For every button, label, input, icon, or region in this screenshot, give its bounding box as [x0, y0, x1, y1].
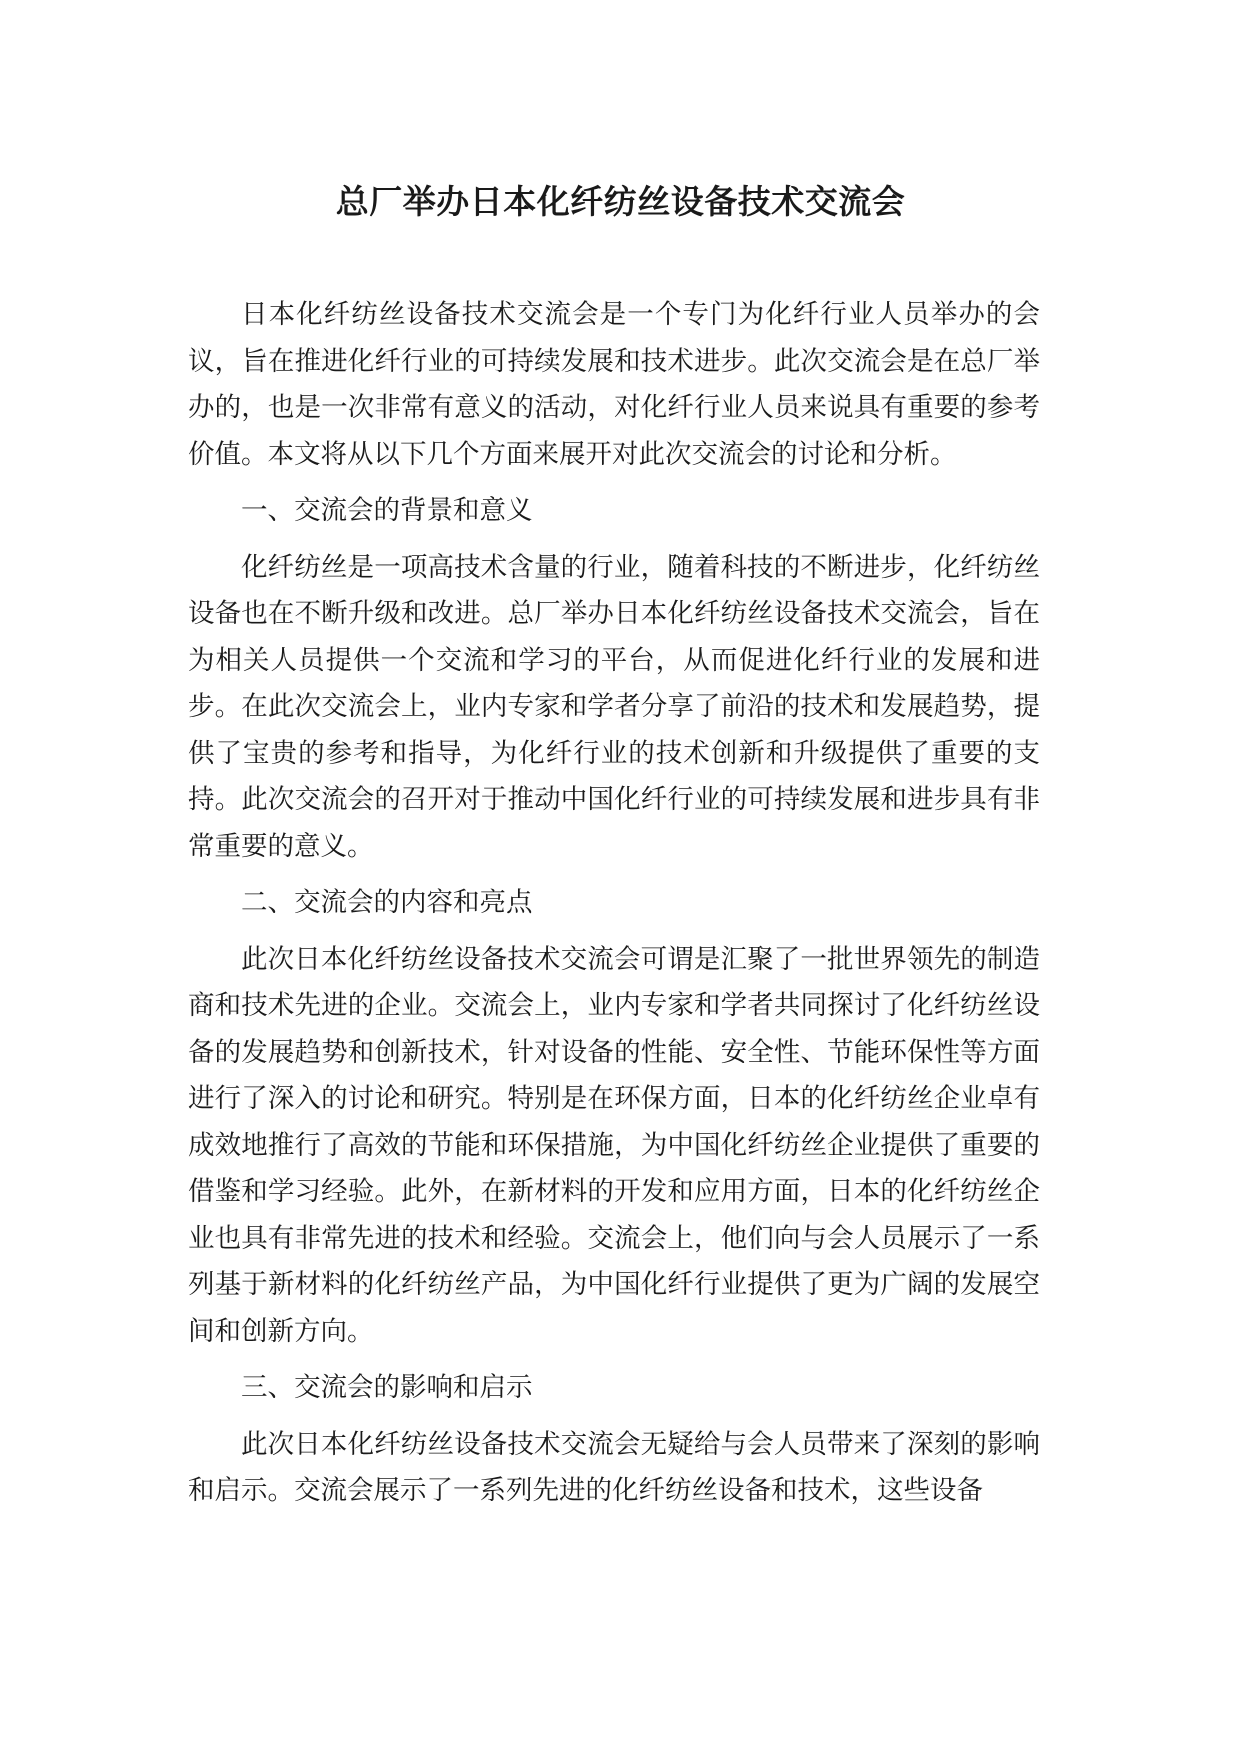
section-heading-impact: 三、交流会的影响和启示 [241, 1372, 533, 1403]
section-text-background: 化纤纺丝是一项高技术含量的行业，随着科技的不断进步，化纤纺丝设备也在不断升级和改进。总厂举办日本化纤纺丝设备技术交流会，旨在为相关人员提供一个交流和学习的平台，从而促进化纤行业的发展和进步。在此次交流会上，业内专家和学者分享了前沿的技术和发展趋势，提供了宝贵的参考和指导，为化纤行业的技术创新和升级提供了重要的支持。此次交流会的召开对于推动中国化纤行业的可持续发展和进步具有非常重要的意义。 [188, 551, 1040, 862]
document-body [188, 292, 1040, 1525]
section-heading-content: 二、交流会的内容和亮点 [241, 887, 533, 918]
section-text-content: 此次日本化纤纺丝设备技术交流会可谓是汇聚了一批世界领先的制造商和技术先进的企业。交流会上，业内专家和学者共同探讨了化纤纺丝设备的发展趋势和创新技术，针对设备的性能、安全性、节能环保性等方面进行了深入的讨论和研究。特别是在环保方面，日本的化纤纺丝企业卓有成效地推行了高效的节能和环保措施，为中国化纤纺丝企业提供了重要的借鉴和学习经验。此外，在新材料的开发和应用方面，日本的化纤纺丝企业也具有非常先进的技术和经验。交流会上，他们向与会人员展示了一系列基于新材料的化纤纺丝产品，为中国化纤行业提供了更为广阔的发展空间和创新方向。 [188, 943, 1040, 1347]
section-heading-background: 一、交流会的背景和意义 [241, 495, 533, 526]
document-title: 总厂举办日本化纤纺丝设备技术交流会 [335, 182, 906, 221]
intro-paragraph: 日本化纤纺丝设备技术交流会是一个专门为化纤行业人员举办的会议，旨在推进化纤行业的可持续发展和技术进步。此次交流会是在总厂举办的，也是一次非常有意义的活动，对化纤行业人员来说具有重要的参考价值。本文将从以下几个方面来展开对此次交流会的讨论和分析。 [188, 299, 1040, 470]
section-text-impact: 此次日本化纤纺丝设备技术交流会无疑给与会人员带来了深刻的影响和启示。交流会展示了一系列先进的化纤纺丝设备和技术，这些设备 [188, 1428, 1040, 1506]
